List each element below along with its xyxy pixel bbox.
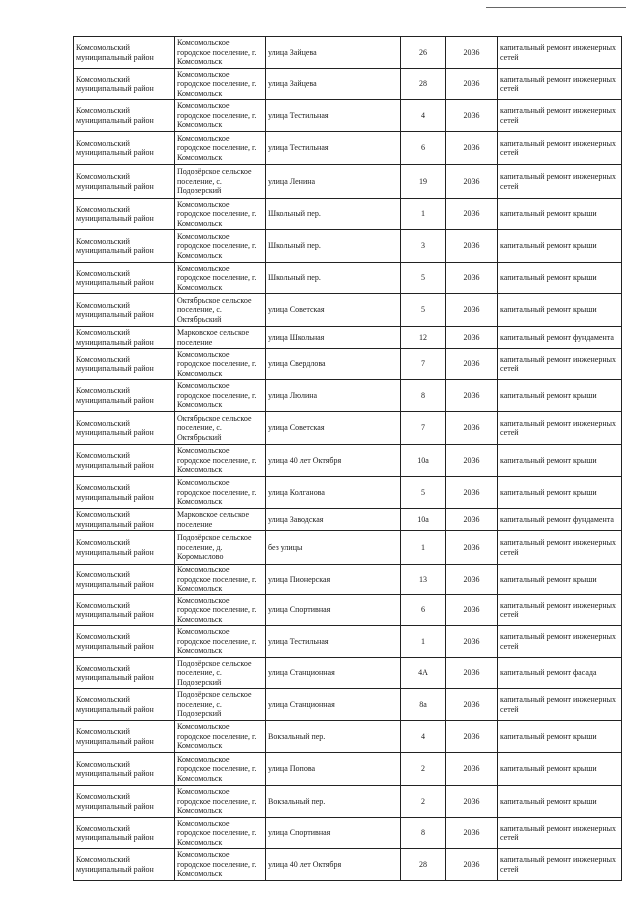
district-cell: Комсомольский муниципальный район [74,37,175,69]
house-number-cell: 10а [401,509,446,531]
year-cell: 2036 [446,100,498,132]
year-cell: 2036 [446,477,498,509]
work-type-cell: капитальный ремонт крыши [498,477,622,509]
work-type-cell: капитальный ремонт крыши [498,199,622,230]
table-row [74,132,622,165]
work-type-cell: капитальный ремонт инженерных сетей [498,412,622,445]
district-cell: Комсомольский муниципальный район [74,531,175,565]
table-row [74,721,622,753]
house-number-cell: 1 [401,199,446,230]
work-type-cell: капитальный ремонт инженерных сетей [498,37,622,69]
street-cell: улица Люлина [266,380,401,412]
house-number-cell: 1 [401,531,446,565]
street-cell: улица Школьная [266,327,401,349]
top-rule [486,7,626,8]
table-row [74,37,622,69]
street-cell: без улицы [266,531,401,565]
district-cell: Комсомольский муниципальный район [74,199,175,230]
district-cell: Комсомольский муниципальный район [74,230,175,263]
street-cell: Вокзальный пер. [266,786,401,818]
settlement-cell: Комсомольское городское поселение, г. Комсомольск [175,263,266,294]
district-cell: Комсомольский муниципальный район [74,786,175,818]
district-cell: Комсомольский муниципальный район [74,445,175,477]
year-cell: 2036 [446,595,498,626]
settlement-cell: Октябрьское сельское поселение, с. Октябрьский [175,294,266,327]
table-row [74,689,622,721]
house-number-cell: 8 [401,380,446,412]
district-cell: Комсомольский муниципальный район [74,132,175,165]
table-row [74,199,622,230]
house-number-cell: 1 [401,626,446,658]
street-cell: улица Попова [266,753,401,786]
house-number-cell: 4 [401,721,446,753]
year-cell: 2036 [446,849,498,881]
year-cell: 2036 [446,263,498,294]
house-number-cell: 10а [401,445,446,477]
house-number-cell: 12 [401,327,446,349]
house-number-cell: 8а [401,689,446,721]
settlement-cell: Комсомольское городское поселение, г. Комсомольск [175,849,266,881]
district-cell: Комсомольский муниципальный район [74,380,175,412]
work-type-cell: капитальный ремонт крыши [498,753,622,786]
year-cell: 2036 [446,199,498,230]
street-cell: улица Станционная [266,689,401,721]
table-row [74,327,622,349]
street-cell: Школьный пер. [266,263,401,294]
table-body [74,37,622,881]
district-cell: Комсомольский муниципальный район [74,69,175,100]
work-type-cell: капитальный ремонт инженерных сетей [498,349,622,380]
house-number-cell: 8 [401,818,446,849]
house-number-cell: 28 [401,69,446,100]
table-row [74,818,622,849]
table-row [74,294,622,327]
work-type-cell: капитальный ремонт инженерных сетей [498,689,622,721]
district-cell: Комсомольский муниципальный район [74,849,175,881]
work-type-cell: капитальный ремонт крыши [498,294,622,327]
district-cell: Комсомольский муниципальный район [74,165,175,199]
work-type-cell: капитальный ремонт крыши [498,230,622,263]
year-cell: 2036 [446,380,498,412]
district-cell: Комсомольский муниципальный район [74,689,175,721]
table-row [74,230,622,263]
district-cell: Комсомольский муниципальный район [74,721,175,753]
district-cell: Комсомольский муниципальный район [74,327,175,349]
settlement-cell: Марковское сельское поселение [175,327,266,349]
street-cell: улица 40 лет Октября [266,849,401,881]
district-cell: Комсомольский муниципальный район [74,595,175,626]
settlement-cell: Комсомольское городское поселение, г. Комсомольск [175,349,266,380]
settlement-cell: Комсомольское городское поселение, г. Комсомольск [175,445,266,477]
work-type-cell: капитальный ремонт инженерных сетей [498,100,622,132]
table-row [74,165,622,199]
street-cell: улица Тестильная [266,626,401,658]
settlement-cell: Комсомольское городское поселение, г. Комсомольск [175,37,266,69]
table-row [74,786,622,818]
house-number-cell: 28 [401,849,446,881]
settlement-cell: Октябрьское сельское поселение, с. Октябрьский [175,412,266,445]
settlement-cell: Комсомольское городское поселение, г. Комсомольск [175,786,266,818]
work-type-cell: капитальный ремонт инженерных сетей [498,132,622,165]
street-cell: улица Спортивная [266,818,401,849]
house-number-cell: 6 [401,595,446,626]
year-cell: 2036 [446,294,498,327]
house-number-cell: 2 [401,786,446,818]
house-number-cell: 4 [401,100,446,132]
table-row [74,69,622,100]
street-cell: улица Спортивная [266,595,401,626]
house-number-cell: 3 [401,230,446,263]
settlement-cell: Комсомольское городское поселение, г. Комсомольск [175,818,266,849]
work-type-cell: капитальный ремонт крыши [498,565,622,595]
district-cell: Комсомольский муниципальный район [74,477,175,509]
house-number-cell: 13 [401,565,446,595]
year-cell: 2036 [446,412,498,445]
table-row [74,849,622,881]
work-type-cell: капитальный ремонт крыши [498,263,622,294]
year-cell: 2036 [446,786,498,818]
work-type-cell: капитальный ремонт инженерных сетей [498,595,622,626]
year-cell: 2036 [446,230,498,263]
table-row [74,595,622,626]
work-type-cell: капитальный ремонт крыши [498,380,622,412]
street-cell: Школьный пер. [266,199,401,230]
year-cell: 2036 [446,132,498,165]
work-type-cell: капитальный ремонт инженерных сетей [498,818,622,849]
table-row [74,349,622,380]
year-cell: 2036 [446,531,498,565]
settlement-cell: Подозёрское сельское поселение, д. Коромыслово [175,531,266,565]
settlement-cell: Комсомольское городское поселение, г. Комсомольск [175,753,266,786]
house-number-cell: 5 [401,294,446,327]
district-cell: Комсомольский муниципальный район [74,100,175,132]
district-cell: Комсомольский муниципальный район [74,753,175,786]
district-cell: Комсомольский муниципальный район [74,349,175,380]
year-cell: 2036 [446,165,498,199]
street-cell: улица 40 лет Октября [266,445,401,477]
settlement-cell: Марковское сельское поселение [175,509,266,531]
settlement-cell: Комсомольское городское поселение, г. Комсомольск [175,132,266,165]
district-cell: Комсомольский муниципальный район [74,509,175,531]
street-cell: улица Станционная [266,658,401,689]
repair-schedule-table [73,36,622,881]
settlement-cell: Комсомольское городское поселение, г. Комсомольск [175,230,266,263]
table-row [74,477,622,509]
work-type-cell: капитальный ремонт инженерных сетей [498,165,622,199]
year-cell: 2036 [446,445,498,477]
street-cell: улица Заводская [266,509,401,531]
house-number-cell: 6 [401,132,446,165]
settlement-cell: Комсомольское городское поселение, г. Комсомольск [175,626,266,658]
work-type-cell: капитальный ремонт фундамента [498,509,622,531]
street-cell: улица Зайцева [266,37,401,69]
settlement-cell: Комсомольское городское поселение, г. Комсомольск [175,380,266,412]
district-cell: Комсомольский муниципальный район [74,294,175,327]
street-cell: улица Свердлова [266,349,401,380]
table-row [74,658,622,689]
street-cell: улица Ленина [266,165,401,199]
table-row [74,263,622,294]
house-number-cell: 7 [401,412,446,445]
work-type-cell: капитальный ремонт крыши [498,786,622,818]
district-cell: Комсомольский муниципальный район [74,263,175,294]
district-cell: Комсомольский муниципальный район [74,626,175,658]
year-cell: 2036 [446,37,498,69]
table-row [74,626,622,658]
settlement-cell: Комсомольское городское поселение, г. Комсомольск [175,595,266,626]
work-type-cell: капитальный ремонт инженерных сетей [498,531,622,565]
district-cell: Комсомольский муниципальный район [74,412,175,445]
work-type-cell: капитальный ремонт фасада [498,658,622,689]
settlement-cell: Подозёрское сельское поселение, с. Подозерский [175,658,266,689]
street-cell: улица Тестильная [266,132,401,165]
street-cell: Школьный пер. [266,230,401,263]
house-number-cell: 26 [401,37,446,69]
year-cell: 2036 [446,565,498,595]
work-type-cell: капитальный ремонт инженерных сетей [498,69,622,100]
year-cell: 2036 [446,689,498,721]
table-row [74,445,622,477]
street-cell: улица Тестильная [266,100,401,132]
street-cell: улица Пионерская [266,565,401,595]
settlement-cell: Подозёрское сельское поселение, с. Подозерский [175,165,266,199]
table-row [74,412,622,445]
settlement-cell: Комсомольское городское поселение, г. Комсомольск [175,477,266,509]
year-cell: 2036 [446,69,498,100]
street-cell: улица Зайцева [266,69,401,100]
house-number-cell: 7 [401,349,446,380]
work-type-cell: капитальный ремонт крыши [498,721,622,753]
table-row [74,380,622,412]
year-cell: 2036 [446,658,498,689]
settlement-cell: Комсомольское городское поселение, г. Комсомольск [175,100,266,132]
settlement-cell: Комсомольское городское поселение, г. Комсомольск [175,199,266,230]
house-number-cell: 4А [401,658,446,689]
table-row [74,509,622,531]
district-cell: Комсомольский муниципальный район [74,818,175,849]
work-type-cell: капитальный ремонт инженерных сетей [498,849,622,881]
table-row [74,100,622,132]
work-type-cell: капитальный ремонт крыши [498,445,622,477]
table-row [74,531,622,565]
year-cell: 2036 [446,753,498,786]
year-cell: 2036 [446,509,498,531]
work-type-cell: капитальный ремонт инженерных сетей [498,626,622,658]
house-number-cell: 5 [401,477,446,509]
house-number-cell: 19 [401,165,446,199]
year-cell: 2036 [446,626,498,658]
settlement-cell: Подозёрское сельское поселение, с. Подозерский [175,689,266,721]
year-cell: 2036 [446,721,498,753]
street-cell: улица Советская [266,294,401,327]
house-number-cell: 2 [401,753,446,786]
district-cell: Комсомольский муниципальный район [74,658,175,689]
street-cell: Вокзальный пер. [266,721,401,753]
district-cell: Комсомольский муниципальный район [74,565,175,595]
settlement-cell: Комсомольское городское поселение, г. Комсомольск [175,69,266,100]
street-cell: улица Колганова [266,477,401,509]
work-type-cell: капитальный ремонт фундамента [498,327,622,349]
year-cell: 2036 [446,349,498,380]
year-cell: 2036 [446,327,498,349]
settlement-cell: Комсомольское городское поселение, г. Комсомольск [175,565,266,595]
house-number-cell: 5 [401,263,446,294]
street-cell: улица Советская [266,412,401,445]
table-row [74,565,622,595]
table-row [74,753,622,786]
settlement-cell: Комсомольское городское поселение, г. Комсомольск [175,721,266,753]
year-cell: 2036 [446,818,498,849]
